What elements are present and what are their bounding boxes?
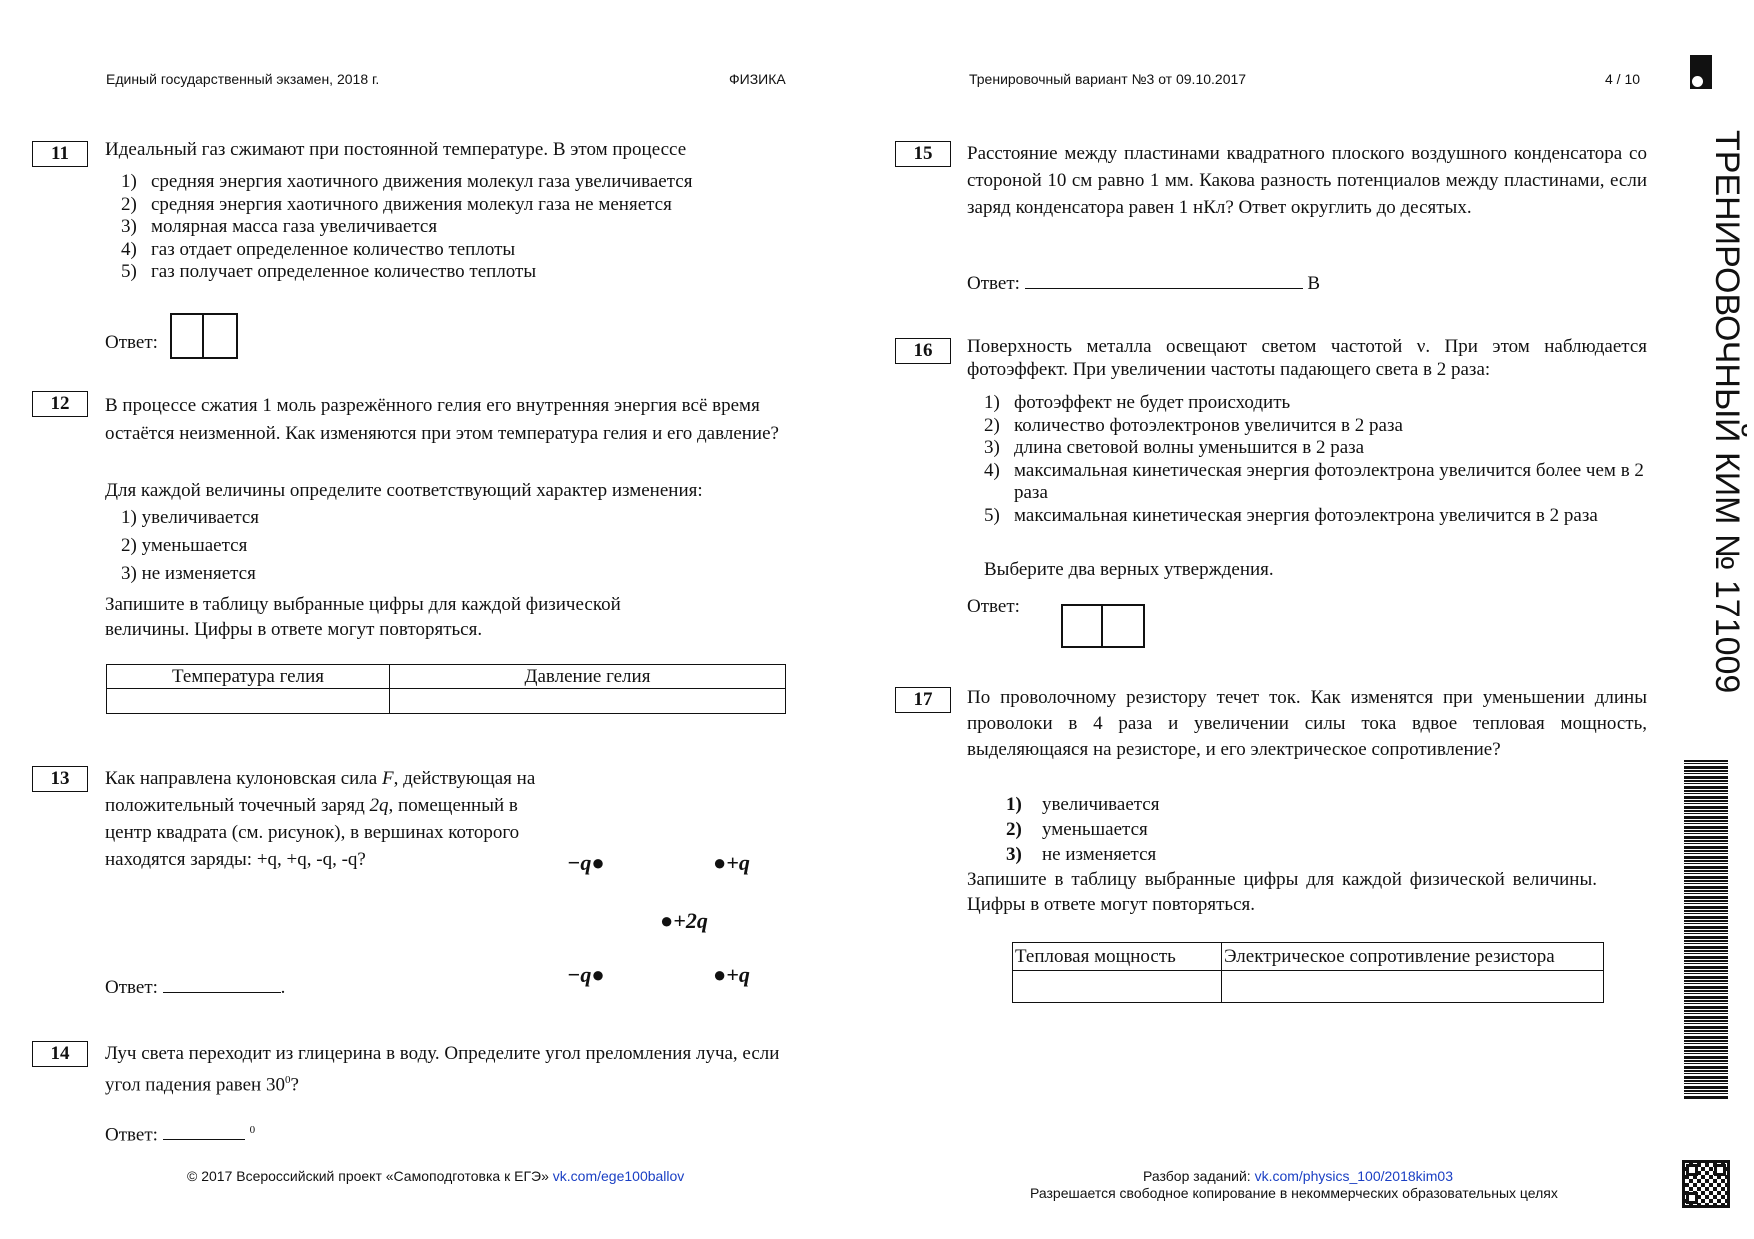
- header-exam-title: Единый государственный экзамен, 2018 г.: [106, 71, 380, 87]
- answer-cell[interactable]: [1013, 971, 1222, 1003]
- question-number: 14: [32, 1041, 88, 1067]
- barcode-icon: [1684, 760, 1728, 1100]
- option: 3) длина световой волны уменьшится в 2 раза: [984, 437, 1365, 458]
- option: 1) увеличивается: [1006, 794, 1160, 815]
- option: 1) фотоэффект не будет происходить: [984, 392, 1291, 413]
- question-number: 12: [32, 391, 88, 417]
- options-list: [984, 392, 1647, 527]
- answer-field[interactable]: [163, 1139, 245, 1140]
- option: 3) не изменяется: [1006, 844, 1157, 865]
- option: 4) максимальная кинетическая энергия фотоэлектрона увеличится более чем в 2 раза: [984, 459, 1644, 503]
- option: 2) уменьшается: [1006, 819, 1148, 840]
- footer-analysis: Разбор заданий: vk.com/physics_100/2018kim03: [1143, 1168, 1453, 1184]
- qr-code-icon: [1682, 1160, 1730, 1208]
- options-list: [1006, 792, 1159, 867]
- answer-field[interactable]: [1025, 288, 1303, 289]
- answer-field[interactable]: [163, 992, 281, 993]
- answer-label: Ответ:: [105, 332, 158, 353]
- answer-boxes[interactable]: [170, 313, 238, 359]
- question-text: Расстояние между пластинами квадратного плоского воздушного конденсатора со стороной 10 см равно 1 мм. Какова разность потенциалов между пластинами, если заряд конденсатора равен 1 нКл? Ответ округлить до десятых.: [967, 143, 1647, 218]
- header-variant: Тренировочный вариант №3 от 09.10.2017: [969, 71, 1247, 87]
- instruction-text: Выберите два верных утверждения.: [984, 559, 1274, 580]
- question-number: 16: [895, 338, 951, 364]
- option: 5) максимальная кинетическая энергия фотоэлектрона увеличится в 2 раза: [984, 504, 1598, 526]
- option: 4) газ отдает определенное количество теплоты: [121, 238, 516, 260]
- answer-line: Ответ: $^0$: [105, 1124, 256, 1146]
- option: 2) средняя энергия хаотичного движения молекул газа не меняется: [121, 193, 672, 215]
- answer-table: [106, 664, 786, 714]
- table-header: Температура гелия: [107, 665, 390, 689]
- table-header: Давление гелия: [390, 665, 786, 689]
- answer-boxes[interactable]: [1061, 604, 1145, 648]
- table-header: Электрическое сопротивление резистора: [1222, 943, 1604, 971]
- answer-cell[interactable]: [107, 689, 390, 714]
- options-list: [121, 504, 259, 588]
- option: 2) количество фотоэлектронов увеличится в 2 раза: [984, 414, 1403, 436]
- option: 3) молярная масса газа увеличивается: [121, 216, 438, 237]
- question-text: Как направлена кулоновская сила F, действующая на положительный точечный заряд 2q, помещенный в центр квадрата (см. рисунок), в вершинах которого находятся заряды: +q, +q, -q, -q?: [105, 768, 536, 870]
- option: 3) не изменяется: [121, 563, 256, 584]
- analysis-link[interactable]: vk.com/physics_100/2018kim03: [1254, 1168, 1453, 1184]
- answer-line: Ответ: В: [967, 273, 1321, 294]
- answer-cell[interactable]: [1222, 971, 1604, 1003]
- side-title: ТРЕНИРОВОЧНЫЙ КИМ № 171009: [1708, 130, 1746, 694]
- instruction-text: Для каждой величины определите соответствующий характер изменения:: [105, 480, 703, 501]
- question-text: Поверхность металла освещают светом частотой ν. При этом наблюдается фотоэффект. При увеличении частоты падающего света в 2 раза:: [967, 336, 1647, 380]
- question-number: 15: [895, 141, 951, 167]
- question-number: 11: [32, 141, 88, 167]
- answer-table: [1012, 942, 1604, 1003]
- question-number: 13: [32, 766, 88, 792]
- table-header: Тепловая мощность: [1013, 943, 1222, 971]
- options-list: [121, 171, 801, 284]
- note-text: Запишите в таблицу выбранные цифры для каждой физической величины. Цифры в ответе могут повторяться.: [105, 594, 621, 640]
- option: 5) газ получает определенное количество теплоты: [121, 261, 537, 282]
- question-text: По проволочному резистору течет ток. Как изменятся при уменьшении длины проволоки в 4 раза и увеличении силы тока вдвое тепловая мощность, выделяющаяся на резисторе, и его электрическое сопротивление?: [967, 687, 1647, 760]
- footer-license: Разрешается свободное копирование в некоммерческих образовательных целях: [1030, 1185, 1558, 1201]
- answer-label: Ответ:: [967, 596, 1020, 617]
- question-text: Идеальный газ сжимают при постоянной температуре. В этом процессе: [105, 139, 687, 160]
- question-text: В процессе сжатия 1 моль разрежённого гелия его внутренняя энергия всё время остаётся неизменной. Как изменяются при этом температура гелия и его давление?: [105, 395, 779, 444]
- option: 1) увеличивается: [121, 507, 260, 528]
- answer-line: Ответ: .: [105, 977, 286, 998]
- question-text: Луч света переходит из глицерина в воду. Определите угол преломления луча, если угол падения равен $30^0$?: [105, 1043, 780, 1096]
- note-text: Запишите в таблицу выбранные цифры для каждой физической величины. Цифры в ответе могут повторяться.: [967, 869, 1597, 915]
- answer-cell[interactable]: [390, 689, 786, 714]
- footer-copyright: © 2017 Всероссийский проект «Самоподготовка к ЕГЭ» vk.com/ege100ballov: [187, 1168, 685, 1184]
- option: 1) средняя энергия хаотичного движения молекул газа увеличивается: [121, 171, 693, 192]
- corner-marker-icon: [1690, 55, 1712, 89]
- copyright-link[interactable]: vk.com/ege100ballov: [552, 1168, 685, 1184]
- option: 2) уменьшается: [121, 535, 248, 556]
- header-subject: ФИЗИКА: [729, 71, 786, 87]
- question-number: 17: [895, 687, 951, 713]
- header-page-number: 4 / 10: [1605, 71, 1641, 87]
